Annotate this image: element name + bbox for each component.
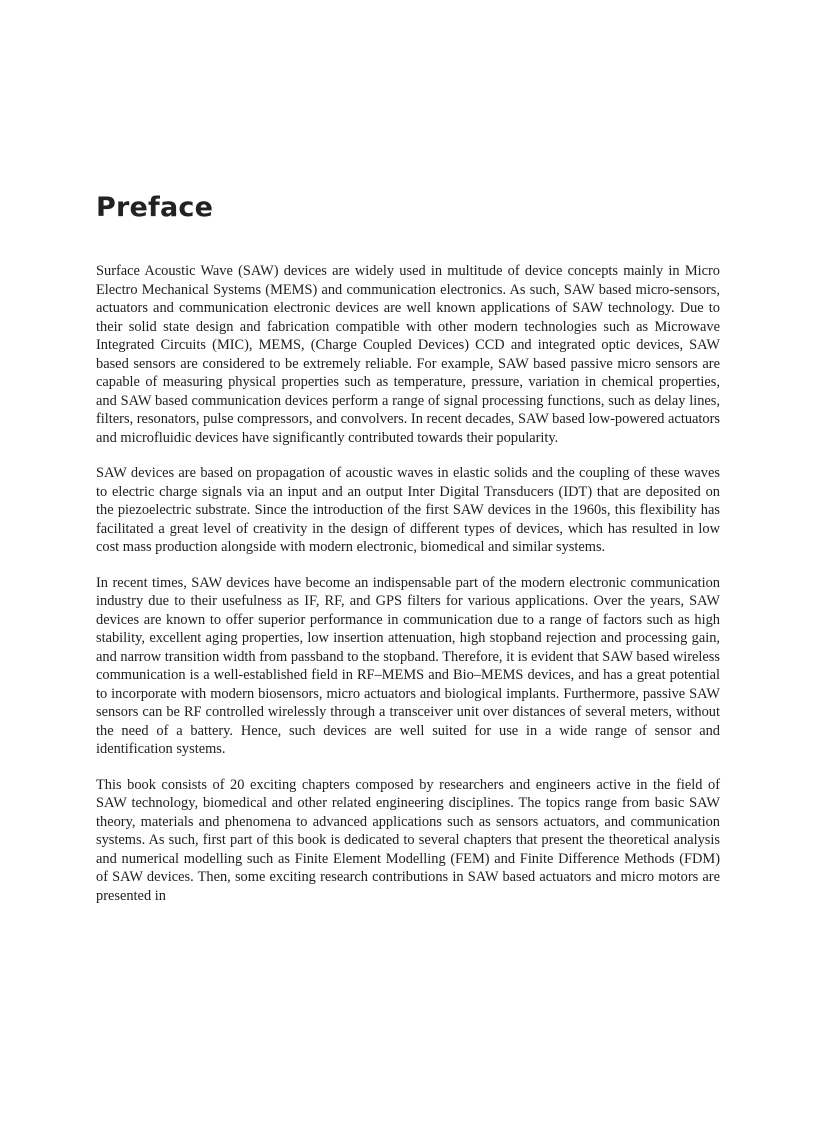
paragraph-2: SAW devices are based on propagation of acoustic waves in elastic solids and the coupling of these waves to electric charge signals via an input and an output Inter Digital Transducers (IDT) that are deposited on the piezoelectric substrate. Since the introduction of the first SAW devices in the 1960s, this flexibility has facilitated a great level of creativity in the design of different types of devices, which has resulted in low cost mass production alongside with modern electronic, biomedical and similar systems. <box>96 465 720 555</box>
page-title: Preface <box>96 192 214 223</box>
paragraph-3: In recent times, SAW devices have become an indispensable part of the modern electronic communication industry due to their usefulness as IF, RF, and GPS filters for various applications. Over the years, SAW devices are known to offer superior performance in communication due to a range of factors such as high stability, excellent aging properties, low insertion attenuation, high stopband rejection and processing gain, and narrow transition width from passband to the stopband. Therefore, it is evident that SAW based wireless communication is a well-established field in RF–MEMS and Bio–MEMS devices, and has a great potential to incorporate with modern biosensors, micro actuators and biological implants. Furthermore, passive SAW sensors can be RF controlled wirelessly through a transceiver unit over distances of several meters, without the need of a battery. Hence, such devices are well suited for use in a wide range of sensor and identification systems. <box>96 574 720 757</box>
preface-body <box>96 262 720 922</box>
paragraph-4: This book consists of 20 exciting chapters composed by researchers and engineers active in the field of SAW technology, biomedical and other related engineering disciplines. The topics range from basic SAW theory, materials and phenomena to advanced applications such as sensors actuators, and communication systems. As such, first part of this book is dedicated to several chapters that present the theoretical analysis and numerical modelling such as Finite Element Modelling (FEM) and Finite Difference Methods (FDM) of SAW devices. Then, some exciting research contributions in SAW based actuators and micro motors are presented in <box>96 776 720 904</box>
paragraph-1: Surface Acoustic Wave (SAW) devices are widely used in multitude of device concepts mainly in Micro Electro Mechanical Systems (MEMS) and communication electronics. As such, SAW based micro-sensors, actuators and communication electronic devices are well known applications of SAW technology. Due to their solid state design and fabrication compatible with other modern technologies such as Microwave Integrated Circuits (MIC), MEMS, (Charge Coupled Devices) CCD and integrated optic devices, SAW based sensors are considered to be extremely reliable. For example, SAW based passive micro sensors are capable of measuring physical properties such as temperature, pressure, variation in chemical properties, and SAW based communication devices perform a range of signal processing functions, such as delay lines, filters, resonators, pulse compressors, and convolvers. In recent decades, SAW based low-powered actuators and microfluidic devices have significantly contributed towards their popularity. <box>96 263 720 446</box>
